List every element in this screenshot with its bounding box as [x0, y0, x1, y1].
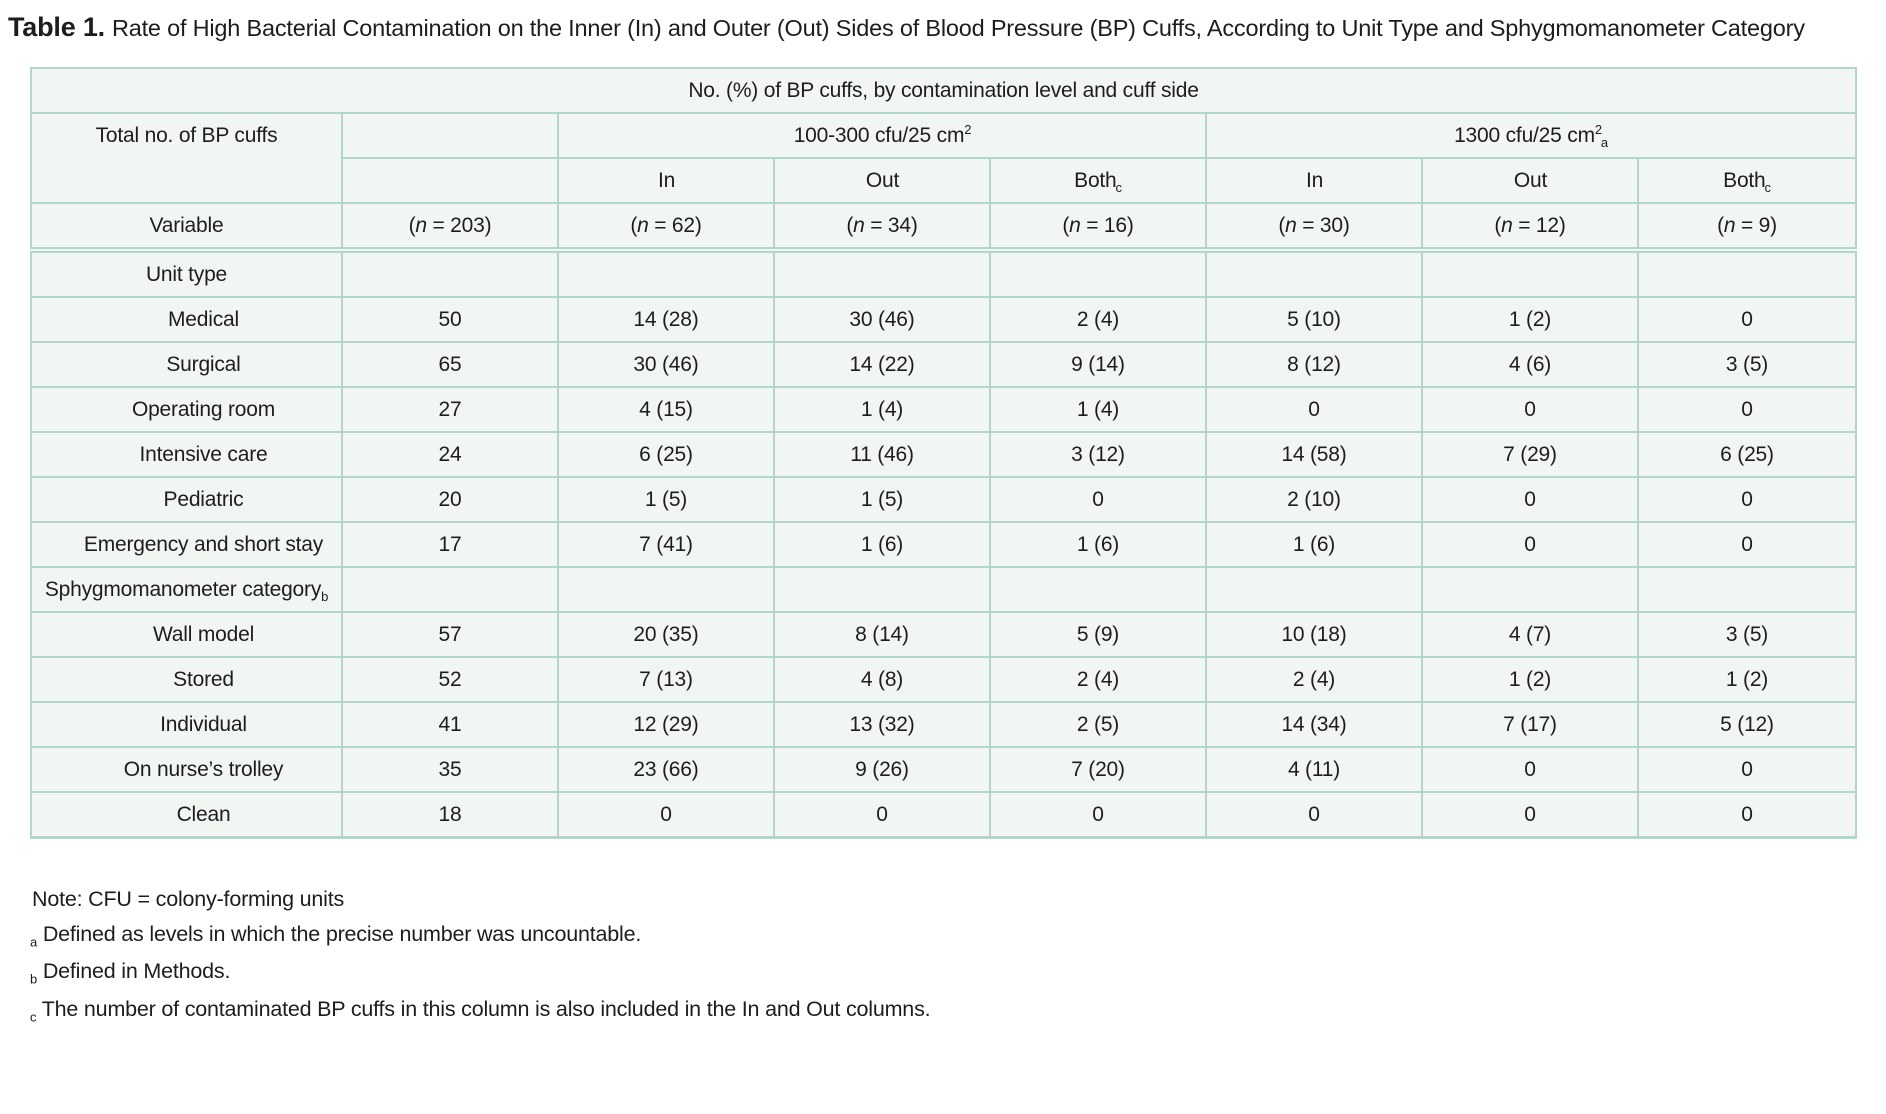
n-total: (n = 203)	[342, 203, 558, 250]
row-label: Emergency and short stay	[83, 533, 324, 556]
cell-high-out: 0	[1422, 792, 1638, 838]
cell-low-in: 20 (35)	[558, 612, 774, 657]
table-row	[31, 792, 1856, 838]
cell-high-out: 4 (7)	[1422, 612, 1638, 657]
cell-total: 50	[342, 297, 558, 342]
cell-high-out: 7 (29)	[1422, 432, 1638, 477]
cell-high-in: 14 (34)	[1206, 702, 1422, 747]
n-high-both: (n = 9)	[1638, 203, 1856, 250]
cell-high-out: 0	[1422, 477, 1638, 522]
n-low-both: (n = 16)	[990, 203, 1206, 250]
table-row	[31, 522, 1856, 567]
cell-low-out: 9 (26)	[774, 747, 990, 792]
table-row	[31, 702, 1856, 747]
cell-low-out	[774, 567, 990, 612]
cell-high-out: 7 (17)	[1422, 702, 1638, 747]
table-row	[31, 250, 1856, 297]
table-row	[31, 477, 1856, 522]
row-label: Pediatric	[163, 488, 244, 511]
cell-total: 57	[342, 612, 558, 657]
footnote-b	[30, 959, 1886, 986]
table-number: Table 1.	[8, 12, 105, 42]
footnotes	[30, 887, 1886, 1024]
col-header-low-in: In	[558, 158, 774, 203]
row-label: Wall model	[152, 623, 255, 646]
cell-high-both: 6 (25)	[1638, 432, 1856, 477]
cell-low-both	[990, 567, 1206, 612]
cell-high-in: 4 (11)	[1206, 747, 1422, 792]
cell-high-in: 2 (4)	[1206, 657, 1422, 702]
superscript: 2	[964, 122, 972, 137]
footnote-c-text: The number of contaminated BP cuffs in this column is also included in the In and Out columns.	[41, 996, 931, 1021]
col-header-low-out: Out	[774, 158, 990, 203]
col-header-high-out: Out	[1422, 158, 1638, 203]
cell-total	[342, 567, 558, 612]
cell-low-out: 8 (14)	[774, 612, 990, 657]
cell-low-out: 4 (8)	[774, 657, 990, 702]
cell-high-in: 8 (12)	[1206, 342, 1422, 387]
cell-low-out: 1 (6)	[774, 522, 990, 567]
row-label: Unit type	[145, 263, 228, 286]
cell-low-both: 5 (9)	[990, 612, 1206, 657]
table-row	[31, 612, 1856, 657]
cell-low-in: 14 (28)	[558, 297, 774, 342]
cell-high-both: 0	[1638, 522, 1856, 567]
cell-low-both: 1 (6)	[990, 522, 1206, 567]
table-row	[31, 567, 1856, 612]
cell-total	[342, 250, 558, 297]
banner-cell: No. (%) of BP cuffs, by contamination level and cuff side	[31, 68, 1856, 113]
footnote-marker-c: c	[1764, 180, 1771, 196]
cell-low-both: 2 (4)	[990, 657, 1206, 702]
col-header-high-in: In	[1206, 158, 1422, 203]
cell-high-in	[1206, 250, 1422, 297]
row-label: On nurse’s trolley	[123, 758, 284, 781]
cell-high-both: 0	[1638, 792, 1856, 838]
table-row	[31, 747, 1856, 792]
footnote-c-marker: c	[30, 1008, 37, 1024]
footnote-a	[30, 922, 1886, 949]
row-label: Operating room	[131, 398, 276, 421]
table-row	[31, 342, 1856, 387]
cell-total: 52	[342, 657, 558, 702]
footnote-a-marker: a	[30, 934, 38, 950]
footnote-b-marker: b	[30, 971, 38, 987]
table-body	[31, 250, 1856, 838]
cell-low-both: 7 (20)	[990, 747, 1206, 792]
group-header-low-cfu: 100-300 cfu/25 $cm^2$	[558, 113, 1206, 158]
cell-high-in: 5 (10)	[1206, 297, 1422, 342]
col-header-low-both: Both$_c$	[990, 158, 1206, 203]
cell-low-both: 0	[990, 792, 1206, 838]
cell-high-in: 14 (58)	[1206, 432, 1422, 477]
cell-low-in: 7 (13)	[558, 657, 774, 702]
table-row	[31, 657, 1856, 702]
superscript: 2	[1594, 122, 1602, 137]
cell-high-out: 0	[1422, 747, 1638, 792]
cell-low-out: 13 (32)	[774, 702, 990, 747]
cell-high-out: 0	[1422, 522, 1638, 567]
row-label: Intensive care	[139, 443, 268, 466]
cell-high-both: 0	[1638, 747, 1856, 792]
row-label: Stored	[173, 668, 234, 691]
cell-low-both: 1 (4)	[990, 387, 1206, 432]
n-high-in: (n = 30)	[1206, 203, 1422, 250]
cell-total: 35	[342, 747, 558, 792]
col-header-high-both: Both$_c$	[1638, 158, 1856, 203]
cell-low-in	[558, 567, 774, 612]
cell-low-in: 12 (29)	[558, 702, 774, 747]
cell-low-out: 1 (4)	[774, 387, 990, 432]
corner-cell: Total no. of BP cuffs	[31, 113, 342, 203]
cell-high-in: 2 (10)	[1206, 477, 1422, 522]
cell-high-both	[1638, 567, 1856, 612]
cell-total: 24	[342, 432, 558, 477]
cell-high-out: 1 (2)	[1422, 657, 1638, 702]
cell-high-both: 0	[1638, 297, 1856, 342]
cell-low-out: 14 (22)	[774, 342, 990, 387]
cell-low-both: 2 (4)	[990, 297, 1206, 342]
cell-low-out: 11 (46)	[774, 432, 990, 477]
cell-low-both: 3 (12)	[990, 432, 1206, 477]
cell-total: 41	[342, 702, 558, 747]
cell-low-in: 23 (66)	[558, 747, 774, 792]
cell-high-both: 0	[1638, 387, 1856, 432]
banner-row	[31, 68, 1856, 113]
cell-high-both: 5 (12)	[1638, 702, 1856, 747]
cell-high-both	[1638, 250, 1856, 297]
cell-high-in: 1 (6)	[1206, 522, 1422, 567]
n-low-out: (n = 34)	[774, 203, 990, 250]
cell-high-out	[1422, 567, 1638, 612]
n-low-in: (n = 62)	[558, 203, 774, 250]
cell-total: 17	[342, 522, 558, 567]
cell-total: 18	[342, 792, 558, 838]
cell-total: 27	[342, 387, 558, 432]
cell-high-in: 0	[1206, 387, 1422, 432]
table-row	[31, 297, 1856, 342]
cell-low-in	[558, 250, 774, 297]
cell-total: 65	[342, 342, 558, 387]
n-row	[31, 203, 1856, 250]
cell-high-out	[1422, 250, 1638, 297]
footnote-a-text: Defined as levels in which the precise number was uncountable.	[42, 922, 642, 946]
cell-high-both: 3 (5)	[1638, 342, 1856, 387]
cell-low-out: 30 (46)	[774, 297, 990, 342]
footnote-marker-a: a	[1600, 135, 1608, 151]
cell-high-both: 0	[1638, 477, 1856, 522]
variable-header-cell: Variable	[31, 203, 342, 250]
empty-header-cell-bottom	[342, 158, 558, 203]
row-label: Surgical	[166, 353, 241, 376]
table-caption: Rate of High Bacterial Contamination on the Inner (In) and Outer (Out) Sides of Blood Pressure (BP) Cuffs, According to Unit Type and Sphygmomanometer Category	[111, 15, 1805, 41]
cell-low-out: 0	[774, 792, 990, 838]
group-header-high-cfu: 1300 cfu/25 $cm^2_a$	[1206, 113, 1856, 158]
cell-low-both	[990, 250, 1206, 297]
abbreviation-note: Note: CFU = colony-forming units	[32, 887, 345, 911]
cell-high-in	[1206, 567, 1422, 612]
group-header-row	[31, 113, 1856, 158]
cell-low-out: 1 (5)	[774, 477, 990, 522]
table-title	[8, 12, 1886, 43]
empty-header-cell-top	[342, 113, 558, 158]
n-high-out: (n = 12)	[1422, 203, 1638, 250]
row-label: Sphygmomanometer category	[44, 578, 322, 601]
cell-low-both: 9 (14)	[990, 342, 1206, 387]
cell-high-both: 1 (2)	[1638, 657, 1856, 702]
cell-low-in: 30 (46)	[558, 342, 774, 387]
table-row	[31, 387, 1856, 432]
row-label: Individual	[160, 713, 247, 736]
cell-high-in: 0	[1206, 792, 1422, 838]
cell-low-in: 1 (5)	[558, 477, 774, 522]
footnote-c	[30, 997, 1886, 1024]
cell-high-in: 10 (18)	[1206, 612, 1422, 657]
cell-high-both: 3 (5)	[1638, 612, 1856, 657]
row-label: Clean	[176, 803, 231, 826]
cell-high-out: 1 (2)	[1422, 297, 1638, 342]
cell-high-out: 0	[1422, 387, 1638, 432]
row-label: Medical	[168, 308, 239, 331]
table-row	[31, 432, 1856, 477]
cell-low-both: 0	[990, 477, 1206, 522]
cell-low-both: 2 (5)	[990, 702, 1206, 747]
contamination-table	[30, 67, 1857, 839]
cell-low-in: 0	[558, 792, 774, 838]
row-label-subscript: b	[321, 589, 329, 605]
footnote-marker-c: c	[1115, 180, 1122, 196]
cell-low-in: 6 (25)	[558, 432, 774, 477]
cell-low-out	[774, 250, 990, 297]
cell-low-in: 4 (15)	[558, 387, 774, 432]
footnote-b-text: Defined in Methods.	[42, 959, 231, 984]
cell-total: 20	[342, 477, 558, 522]
cell-high-out: 4 (6)	[1422, 342, 1638, 387]
cell-low-in: 7 (41)	[558, 522, 774, 567]
